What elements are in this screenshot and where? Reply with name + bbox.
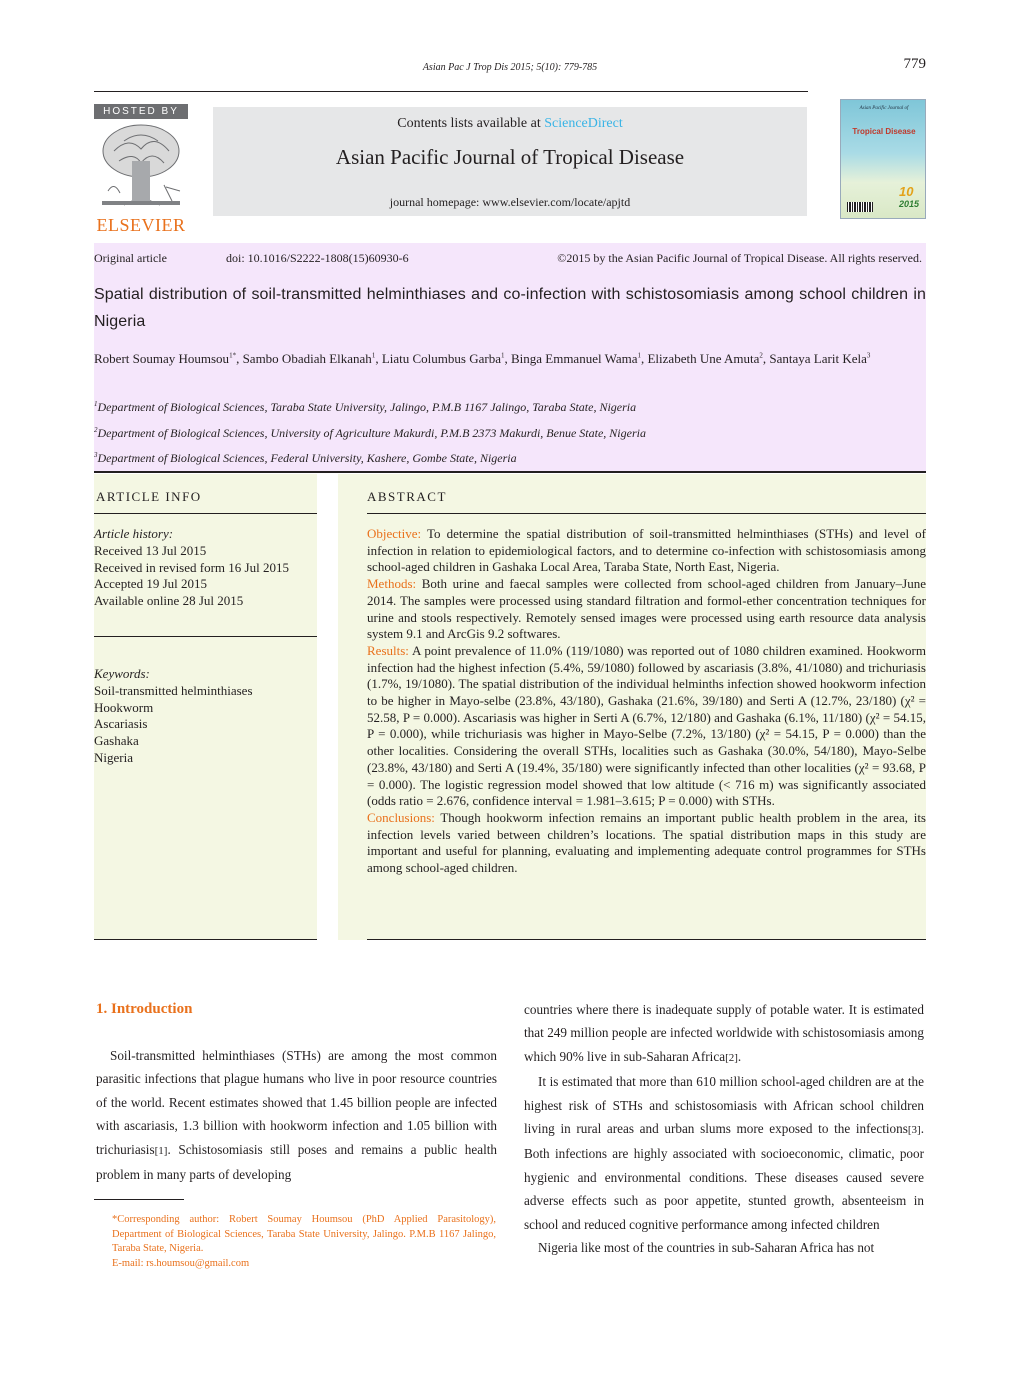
revised-date: Received in revised form 16 Jul 2015 — [94, 559, 289, 575]
author-affiliation-mark: 2 — [759, 351, 763, 360]
divider — [94, 939, 317, 940]
paragraph-text: . — [737, 1048, 742, 1064]
online-date: Available online 28 Jul 2015 — [94, 593, 244, 609]
abstract-methods — [367, 576, 926, 643]
author-affiliation-mark: 3 — [866, 351, 871, 360]
article-header-panel — [94, 243, 926, 471]
article-title: Spatial distribution of soil-transmitted helminthiases and co-infection with schistosomiasis among school children in Nigeria — [94, 286, 926, 330]
author-email[interactable]: E-mail: rs.houmsou@gmail.com — [112, 1257, 250, 1269]
cover-number: 10 — [899, 184, 914, 199]
cover-title: Tropical Disease — [852, 127, 916, 136]
article-history — [94, 526, 289, 610]
journal-citation: Asian Pac J Trop Dis 2015; 5(10): 779-785 — [422, 62, 598, 73]
author-list: Robert Soumay Houmsou$^{1*}$, Sambo Obadiah Elkanah$^1$, Liatu Columbus Garba$^1$, Binga Emmanuel Wama$^1$, Elizabeth Une Amuta$^2$, Santaya Larit Kela$^3$ — [94, 351, 871, 366]
abstract-heading: ABSTRACT — [367, 489, 447, 504]
panel-divider — [94, 471, 926, 473]
objective-text: To determine the spatial distribution of soil-transmitted helminthiases (STHs) and level of infection in relation to epidemiological factors, and to determine co-infection with schistosomiasis among school-aged children in Gashaka Local Area, Taraba State, North East, Nigeria. — [367, 526, 926, 575]
journal-title: Asian Pacific Journal of Tropical Disease — [335, 145, 685, 169]
citation-link[interactable]: [2] — [725, 1051, 738, 1064]
citation-link[interactable]: [3] — [907, 1124, 921, 1137]
author-affiliation-mark: 1* — [229, 351, 237, 360]
paragraph-text: Soil-transmitted helminthiases (STHs) are among the most common parasitic infections that plague humans who live in poor resource countries of the world. Recent estimates showed that 1.45 billion people are infected with ascariasis, 1.3 billion with hookworm infection and 1.05 billion with trichuriasis — [96, 1048, 497, 1157]
author-name[interactable]: Binga Emmanuel Wama — [510, 351, 638, 366]
author-affiliation-mark: 1 — [637, 351, 641, 360]
barcode-icon — [847, 202, 873, 212]
paragraph-text: Nigeria like most of the countries in sub-Saharan Africa has not — [538, 1240, 875, 1256]
conclusions-text: Though hookworm infection remains an important public health problem in the area, its infection levels varied between children’s locations. The spatial distribution maps in this study are important and useful for planning, evaluating and implementing adequate control programmes for STHs among school-aged children. — [367, 809, 926, 876]
citation-link[interactable]: [1] — [154, 1144, 168, 1157]
corresponding-author-footnote — [96, 1213, 496, 1271]
keywords-label: Keywords: — [94, 666, 150, 681]
journal-cover-image — [840, 99, 926, 219]
affiliation-text: Department of Biological Sciences, Federal University, Kashere, Gombe State, Nigeria — [97, 451, 517, 465]
elsevier-tree-icon — [94, 121, 188, 209]
divider — [367, 513, 926, 514]
author-name[interactable]: Elizabeth Une Amuta — [647, 351, 760, 366]
paragraph-text: . Schistosomiasis still poses and remains a public health problem in many parts of developing — [96, 1141, 497, 1183]
contents-line — [213, 116, 807, 132]
affiliation-text: Department of Biological Sciences, Taraba State University, Jalingo, P.M.B 1167 Jalingo, Taraba State, Nigeria — [97, 400, 637, 414]
affiliation — [94, 426, 926, 441]
hosted-by-label: HOSTED BY — [94, 104, 188, 119]
author-name[interactable]: Santaya Larit Kela — [769, 351, 867, 366]
accepted-date: Accepted 19 Jul 2015 — [94, 576, 208, 592]
cover-small-title: Asian Pacific Journal of — [859, 106, 909, 111]
introduction-heading: 1. Introduction — [96, 1001, 193, 1017]
conclusions-label: Conclusions: — [367, 809, 435, 825]
affiliation — [94, 451, 926, 466]
author-affiliation-mark: 1 — [371, 351, 376, 360]
paragraph — [524, 1070, 924, 1236]
journal-banner — [213, 107, 807, 216]
abstract-body — [367, 526, 926, 877]
keyword[interactable]: Gashaka — [94, 733, 139, 749]
keyword[interactable]: Hookworm — [94, 699, 154, 715]
history-label: Article history: — [94, 526, 174, 541]
header-rule — [94, 91, 808, 92]
page-number: 779 — [903, 56, 926, 72]
paragraph-text: . Both infections are highly associated with socioeconomic, climatic, poor hygienic and environmental conditions. These diseases caused severe adverse effects such as poor appetite, stunted growth, absenteeism in school and reduced cognitive performance among infected children — [524, 1121, 924, 1232]
affiliation-text: Department of Biological Sciences, University of Agriculture Makurdi, P.M.B 2373 Makurdi, Benue State, Nigeria — [97, 426, 646, 440]
author-affiliation-mark: 1 — [500, 351, 505, 360]
abstract-box — [338, 474, 926, 940]
cover-issue — [899, 186, 919, 210]
methods-text: Both urine and faecal samples were collected from school-aged children from January–June 2014. The samples were processed using standard filtration and formol-ether concentration techniques for urine and stools respectively. Remotely sensed images were processed using earth resource data analysis system 9.1 and ArcGis 9.2 softwares. — [367, 576, 927, 642]
results-label: Results: — [367, 642, 409, 658]
objective-label: Objective: — [367, 526, 422, 541]
elsevier-wordmark: ELSEVIER — [96, 215, 186, 235]
abstract-results — [367, 643, 926, 810]
divider — [367, 939, 926, 940]
copyright-notice: ©2015 by the Asian Pacific Journal of Tropical Disease. All rights reserved. — [557, 251, 922, 265]
sciencedirect-link[interactable]: ScienceDirect — [544, 116, 623, 131]
paragraph-text: countries where there is inadequate supply of potable water. It is estimated that 249 million people are infected worldwide with schistosomiasis among which 90% live in sub-Saharan Africa — [524, 1002, 924, 1064]
affiliation-number: 3 — [94, 451, 98, 459]
article-doi[interactable]: doi: 10.1016/S2222-1808(15)60930-6 — [226, 251, 409, 265]
author-name[interactable]: Robert Soumay Houmsou — [94, 351, 230, 366]
affiliation — [94, 400, 926, 415]
contents-prefix: Contents lists available at — [397, 116, 545, 131]
article-info-heading: ARTICLE INFO — [96, 489, 202, 504]
left-column — [96, 1044, 497, 1186]
footnote-rule — [94, 1199, 184, 1200]
paragraph — [524, 1236, 924, 1259]
abstract-objective — [367, 526, 926, 576]
divider — [94, 636, 317, 637]
paragraph-text: It is estimated that more than 610 million school-aged children are at the highest risk of STHs and schistosomiasis with African school children living in rural areas and urban slums more exposed to the infections — [524, 1074, 924, 1137]
footnote-text: *Corresponding author: Robert Soumay Houmsou (PhD Applied Parasitology), Department of Biological Sciences, Taraba State University, Jalingo. P.M.B 1167 Jalingo, Taraba State, Nigeria. — [112, 1214, 496, 1254]
right-column — [524, 998, 924, 1259]
abstract-conclusions — [367, 810, 926, 877]
author-name[interactable]: Sambo Obadiah Elkanah — [242, 351, 372, 366]
affiliation-number: 1 — [94, 400, 98, 408]
paragraph — [524, 998, 924, 1070]
journal-homepage-link[interactable]: journal homepage: www.elsevier.com/locate/apjtd — [389, 195, 631, 209]
cover-year: 2015 — [899, 199, 920, 209]
keyword[interactable]: Soil-transmitted helminthiases — [94, 682, 253, 698]
divider — [94, 513, 317, 514]
methods-label: Methods: — [367, 576, 417, 592]
received-date: Received 13 Jul 2015 — [94, 542, 207, 558]
author-name[interactable]: Liatu Columbus Garba — [381, 351, 501, 366]
keyword[interactable]: Ascariasis — [94, 716, 148, 732]
article-info-box — [94, 474, 317, 940]
results-text: A point prevalence of 11.0% (119/1080) was reported out of 1080 children examined. Hookworm infection had the highest infection (5.4%, 59/1080) followed by ascariasis (3.8%, 41/1080) and trichuriasis (1.7%, 19/1080). The spatial distribution of the individual helminths infection showed hookworm infection to be higher in Mayo-selbe (23.8%, 43/180), Gashaka (21.6%, 39/180) and Serti A (12.7%, 23/180) (χ² = 52.58, P = 0.000). Ascariasis was higher in Serti A (6.7%, 12/180) and Gashaka (6.1%, 11/180) (χ² = 54.15, P = 0.000), while trichuriasis was higher in Mayo-Selbe (7.2%, 13/180) (χ² = 54.15, P = 0.000) than the other localities. Considering the overall STHs, localities such as Gashaka (30.0%, 54/180), Mayo-Selbe (23.8%, 43/180) and Serti A (19.4%, 35/180) were significantly infected than other localities (χ² = 93.68, P = 0.000). The logistic regression model showed that low altitude (< 716 m) was significantly associated (odds ratio = 2.676, confidence interval = 1.981–3.615; P = 0.000) with STHs. — [367, 642, 926, 809]
keyword[interactable]: Nigeria — [94, 749, 133, 765]
keywords — [94, 666, 253, 767]
elsevier-logo[interactable] — [94, 104, 188, 235]
paragraph — [96, 1044, 497, 1186]
affiliation-number: 2 — [94, 426, 98, 434]
article-type: Original article — [94, 251, 167, 265]
